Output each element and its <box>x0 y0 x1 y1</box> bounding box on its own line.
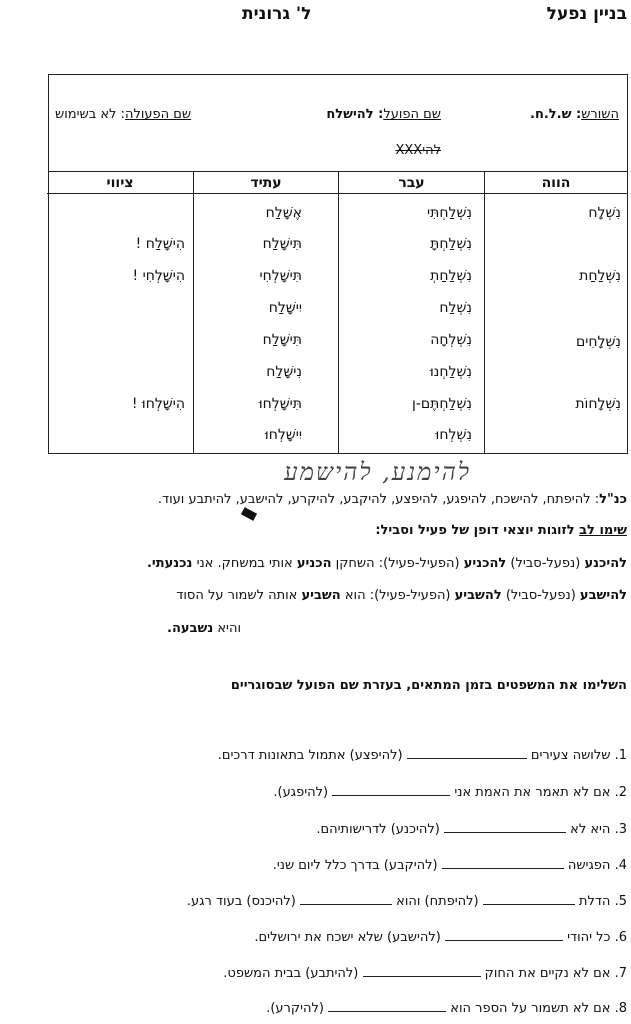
root-label: השורש <box>581 107 619 122</box>
exercise-text: (להיפצע) אתמול בתאונות דרכים. <box>217 748 403 763</box>
worksheet-subtitle: ל' גרונית <box>242 4 312 24</box>
exercise-8 <box>266 999 627 1016</box>
infinitive-value: : להישלח <box>326 107 384 122</box>
pair-note: (נפעל-סביל) <box>501 588 580 603</box>
handwritten-note: להימנע, להישמע <box>284 458 471 486</box>
exercise-number: 3. <box>614 822 627 837</box>
table-cell: תִּישָּׁלְחוּ <box>258 396 302 412</box>
column-header: עתיד <box>250 175 282 191</box>
pair-note: (הפעיל-פעיל): השחקן <box>331 556 464 571</box>
exercise-text: היא לא <box>570 822 611 837</box>
ink-mark <box>241 507 257 521</box>
exercise-number: 1. <box>614 748 627 763</box>
table-cell: נִשְׁלָחוֹת <box>575 396 621 412</box>
exercise-text: (להיקרע). <box>266 1001 324 1016</box>
exercise-number: 4. <box>614 858 627 873</box>
table-cell: תִּישָּׁלַח <box>262 332 302 348</box>
table-cell: הִישָּׁלְחִי ! <box>132 268 185 284</box>
exercise-text: (להיפגע). <box>273 785 329 800</box>
similar-verbs-line <box>158 492 627 507</box>
exercise-text: אם לא תשמור על הספר הוא <box>450 1001 611 1016</box>
infinitive-info <box>326 107 441 122</box>
pair-example-2 <box>176 588 627 603</box>
table-cell: יִישָּׁלַח <box>268 300 302 316</box>
answer-blank[interactable] <box>300 892 392 905</box>
notice-line <box>375 523 627 538</box>
exercise-number: 8. <box>614 1001 627 1016</box>
exercise-text: (להישבע) שלא ישכח את ירושלים. <box>254 930 441 945</box>
exercise-text: (להיכנע) לדרישותיהם. <box>316 822 440 837</box>
exercise-text: שלושה צעירים <box>530 748 611 763</box>
exercise-number: 6. <box>614 930 627 945</box>
tense-columns <box>49 171 627 453</box>
root-info <box>530 107 619 122</box>
exercise-number: 7. <box>614 966 627 981</box>
pair-verb: להישבע <box>579 588 627 603</box>
answer-blank[interactable] <box>444 820 566 833</box>
table-cell: נִשְׁלַחַת <box>579 268 621 284</box>
exercise-4 <box>273 856 627 873</box>
exercise-text: הדלת <box>578 894 611 909</box>
exercise-number: 5. <box>614 894 627 909</box>
similar-label: כנ"ל <box>599 492 627 507</box>
exercise-number: 2. <box>614 785 627 800</box>
pair-word: השביע <box>301 588 341 603</box>
table-cell: נִשְׁלַחְתִּי <box>427 205 472 221</box>
pair-rest: אותה לשמור על הסוד <box>176 588 302 603</box>
pair-rest: והיא <box>213 621 241 636</box>
table-cell: תִּישָּׁלְחִי <box>259 268 302 284</box>
table-cell: נִשְׁלַחְתֶּם-ן <box>412 396 472 412</box>
table-cell: נִשְׁלַח <box>439 300 472 316</box>
table-cell: נִשְׁלָח <box>588 205 621 221</box>
pair-word: הכניע <box>296 556 332 571</box>
verb-info-row <box>49 75 627 172</box>
answer-blank[interactable] <box>483 892 575 905</box>
exercise-3 <box>316 820 627 837</box>
exercise-5 <box>187 892 627 909</box>
task-instructions: השלימו את המשפטים בזמן המתאים, בעזרת שם הפועל שבסוגריים <box>230 678 627 693</box>
exercise-7 <box>223 964 627 981</box>
table-cell: הִישָּׁלְחוּ ! <box>131 396 185 412</box>
exercise-text: (להיקבע) בדרך כלל ליום שני. <box>272 858 438 873</box>
table-cell: יִישָּׁלְחוּ <box>264 427 302 443</box>
exercise-text: (להיכנס) בעוד רגע. <box>186 894 296 909</box>
answer-blank[interactable] <box>363 964 481 977</box>
infinitive-label: שם הפועל <box>383 107 441 122</box>
answer-blank[interactable] <box>445 928 563 941</box>
column-header: עבר <box>398 175 425 191</box>
pair-verb: להיכנע <box>584 556 627 571</box>
conjugation-table <box>48 74 628 454</box>
answer-blank[interactable] <box>332 783 450 796</box>
column-present <box>485 171 627 453</box>
table-cell: הִישָּׁלַח ! <box>135 236 185 252</box>
answer-blank[interactable] <box>328 999 446 1012</box>
action-noun-info <box>55 107 191 122</box>
column-future <box>194 171 339 453</box>
answer-blank[interactable] <box>407 746 527 759</box>
table-cell: אֶשָּׁלַח <box>265 205 302 221</box>
column-past <box>339 171 485 453</box>
exercise-text: כל יהודי <box>567 930 611 945</box>
pair-rest: אותי במשחק. אני <box>192 556 297 571</box>
pair-note: (נפעל-סביל) <box>506 556 585 571</box>
table-cell: נִשְׁלַחְנוּ <box>429 364 472 380</box>
column-header: הווה <box>541 175 571 191</box>
pair-example-2-continued <box>167 621 241 636</box>
exercise-2 <box>273 783 627 800</box>
exercise-text: הפגישה <box>567 858 611 873</box>
column-imperative <box>47 171 194 453</box>
exercise-1 <box>218 746 627 763</box>
notice-text: לזוגות יוצאי דופן של פעיל וסביל: <box>375 523 580 538</box>
similar-text: : להיפתח, להישכח, להיפגע, להיפצע, להיקבע, להיקרע, להישבע, להיתבע ועוד. <box>157 492 600 507</box>
table-cell: נִשְׁלָחִים <box>575 334 621 350</box>
table-cell: תִּישָּׁלַח <box>262 236 302 252</box>
pair-verb: להכניע <box>463 556 507 571</box>
exercise-text: (להיפתח) והוא <box>396 894 479 909</box>
table-cell: נִשְׁלַחַתְ <box>430 268 472 284</box>
column-header: ציווי <box>106 175 134 191</box>
pair-word: נשבעה. <box>167 621 214 636</box>
exercise-text: (להיתבע) בבית המשפט. <box>223 966 359 981</box>
action-noun-value: : לא בשימוש <box>55 107 125 122</box>
pair-word: נכנעתי. <box>146 556 193 571</box>
exercise-6 <box>254 928 627 945</box>
answer-blank[interactable] <box>442 856 564 869</box>
action-noun-label: שם הפעולה <box>124 107 192 122</box>
notice-label: שימו לב <box>579 523 627 538</box>
table-cell: נִשְׁלְחָה <box>430 332 472 348</box>
pair-note: (הפעיל-פעיל): הוא <box>340 588 455 603</box>
pair-example-1 <box>147 556 627 571</box>
root-value: : ש.ל.ח. <box>530 107 582 122</box>
table-cell: נִישָּׁלַח <box>266 364 302 380</box>
table-cell: נִשְׁלַחְתָּ <box>430 236 472 252</box>
pair-verb: להשביע <box>454 588 502 603</box>
worksheet-title: בניין נפעל <box>546 4 627 24</box>
struck-text: להיXXX <box>395 143 441 158</box>
exercise-text: אם לא תאמר את האמת אני <box>454 785 611 800</box>
exercise-text: אם לא נקיים את החוק <box>484 966 611 981</box>
table-cell: נִשְׁלְחוּ <box>435 427 472 443</box>
